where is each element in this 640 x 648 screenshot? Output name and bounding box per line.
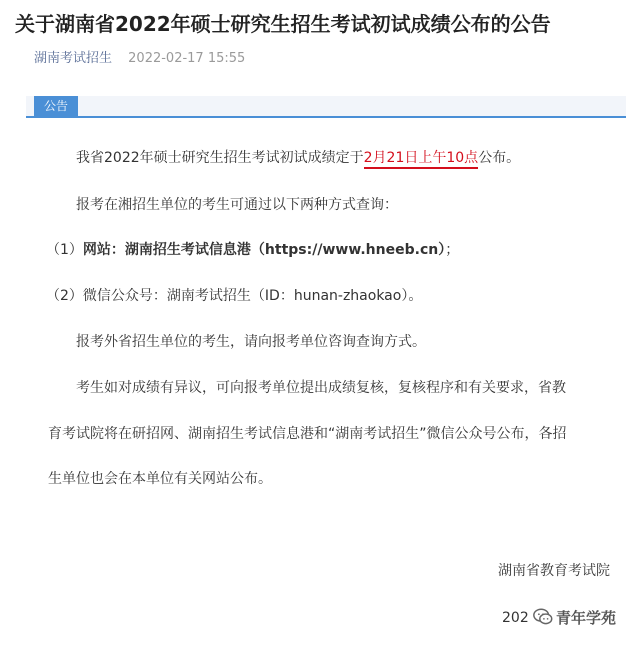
item-end-punct: ； bbox=[445, 242, 460, 258]
article-meta bbox=[34, 50, 245, 68]
item-number: （2） bbox=[46, 288, 83, 304]
paragraph-other-province: 报考外省招生单位的考生，请向报考单位咨询查询方式。 bbox=[76, 334, 426, 350]
banner-rule bbox=[26, 116, 626, 118]
paragraph-query-methods: 报考在湘招生单位的考生可通过以下两种方式查询： bbox=[76, 197, 398, 213]
release-time-highlight: 2月21日上午10点 bbox=[364, 150, 479, 169]
paragraph-review-line-3: 生单位也会在本单位有关网站公布。 bbox=[48, 471, 272, 487]
account-name-link[interactable]: 湖南考试招生 bbox=[34, 51, 113, 66]
wechat-icon bbox=[532, 606, 554, 628]
publish-date: 2022-02-17 15:55 bbox=[128, 51, 246, 66]
watermark-text: 青年学苑 bbox=[556, 608, 617, 627]
banner-background bbox=[26, 96, 626, 118]
query-method-wechat bbox=[46, 286, 422, 306]
item-number: （1） bbox=[46, 242, 83, 258]
item-end-punct: 。 bbox=[408, 288, 423, 304]
release-text-prefix: 我省2022年硕士研究生招生考试初试成绩定于 bbox=[76, 150, 364, 166]
paragraph-release-time bbox=[76, 148, 520, 168]
paragraph-review-line-1: 考生如对成绩有异议，可向报考单位提出成绩复核，复核程序和有关要求，省教 bbox=[76, 380, 566, 396]
signature-date: 202 bbox=[502, 610, 529, 626]
banner-tag: 公告 bbox=[34, 96, 78, 116]
paragraph-review-line-2: 育考试院将在研招网、湖南招生考试信息港和“湖南考试招生”微信公众号公布，各招 bbox=[48, 426, 567, 442]
wechat-info: 微信公众号：湖南考试招生（ID：hunan-zhaokao） bbox=[82, 288, 409, 304]
website-info: 网站：湖南招生考试信息港（https://www.hneeb.cn） bbox=[82, 242, 446, 258]
signature-org: 湖南省教育考试院 bbox=[498, 563, 610, 579]
article-title: 关于湖南省2022年硕士研究生招生考试初试成绩公布的公告 bbox=[15, 12, 551, 36]
release-text-suffix: 公布。 bbox=[478, 150, 521, 166]
query-method-website bbox=[46, 240, 459, 260]
watermark bbox=[532, 606, 616, 628]
section-banner bbox=[26, 96, 626, 118]
